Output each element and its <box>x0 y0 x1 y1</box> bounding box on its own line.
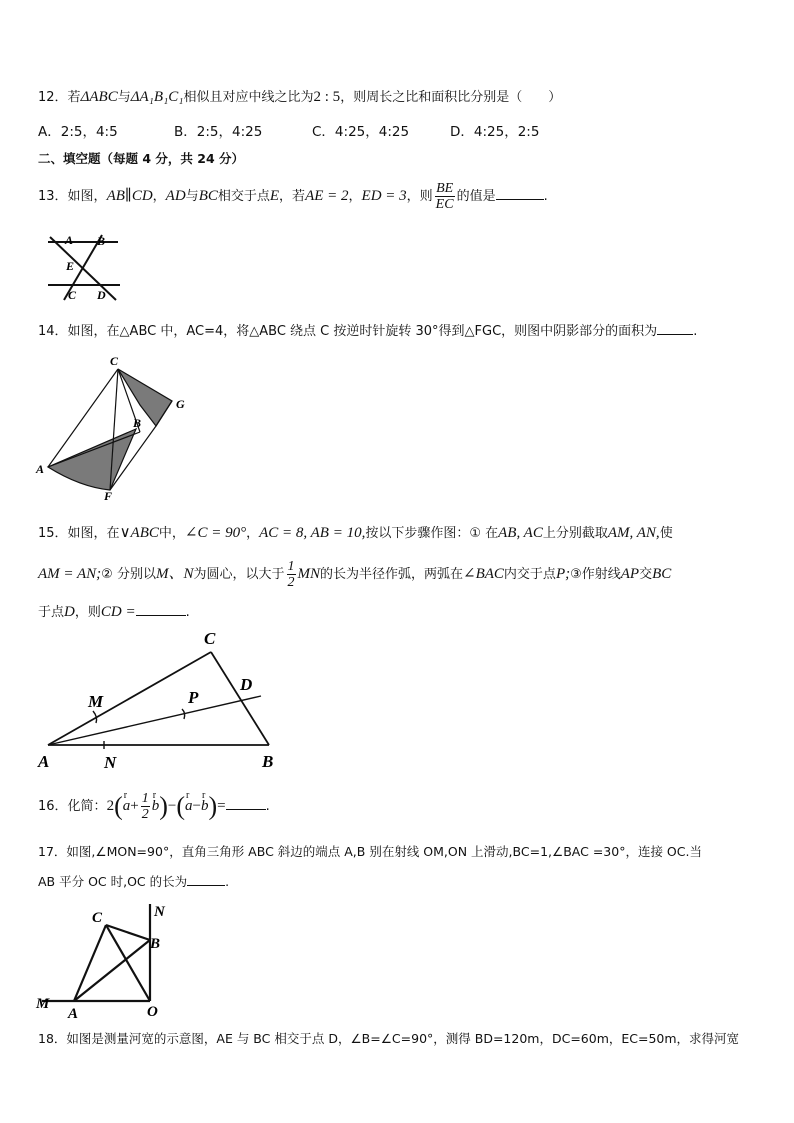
label-n: N <box>154 904 165 920</box>
q15-line3: 于点D，则CD = . <box>38 604 190 620</box>
q17-line2: AB 平分 OC 时,OC 的长为 . <box>38 874 230 889</box>
q16-text: 16．化简：2(r a+ $\frac{1}{2}$ r b)−(r a−r b)= . <box>38 788 270 824</box>
label-b: B <box>133 416 142 430</box>
q12-option-c: C．4:25，4:25 <box>312 124 410 140</box>
q13-figure <box>42 230 127 305</box>
q15-figure <box>36 625 286 775</box>
q14-text: 14．如图，在△ABC 中，AC=4，将△ABC 绕点 C 按逆时针旋转 30°得到△FGC，则图中阴影部分的面积为 . <box>38 324 698 339</box>
label-c: C <box>68 288 77 302</box>
q13-fraction: $\frac{BE}{EC}$ <box>435 181 454 212</box>
q12-option-b: B．2:5，4:25 <box>174 124 263 140</box>
label-a: A <box>38 752 50 771</box>
q15-fraction: $\frac{1}{2}$ <box>287 559 295 590</box>
label-c: C <box>110 354 119 368</box>
answer-blank[interactable] <box>187 873 225 886</box>
q15-line2: AM = AN;② 分别以M、N为圆心，以大于 $\frac{1}{2}$ MN的长为半径作弧，两弧在∠BAC内交于点P;③作射线AP交BC <box>38 559 672 590</box>
label-a: A <box>68 1006 79 1022</box>
label-d: D <box>97 288 106 302</box>
answer-blank[interactable] <box>226 797 266 810</box>
q14-figure <box>30 345 200 505</box>
q12-option-a: A．2:5，4:5 <box>38 124 118 140</box>
label-c: C <box>204 629 216 648</box>
label-a: A <box>36 462 45 476</box>
label-n: N <box>104 753 117 772</box>
label-a: A <box>65 233 74 247</box>
label-b: B <box>150 936 161 952</box>
q16-fraction: $\frac{1}{2}$ <box>141 791 149 822</box>
label-e: E <box>66 259 75 273</box>
label-m: M <box>36 996 50 1012</box>
q13-text: 13．如图，AB∥CD，AD与BC相交于点E，若AE = 2，ED = 3，则 $\frac{BE}{EC}$ 的值是 . <box>38 181 548 212</box>
q17-line1: 17．如图,∠MON=90°，直角三角形 ABC 斜边的端点 A,B 别在射线 OM,ON 上滑动,BC=1,∠BAC =30°，连接 OC.当 <box>38 844 702 859</box>
label-p: P <box>188 688 199 707</box>
q17-figure <box>34 898 174 1023</box>
label-b: B <box>97 234 106 248</box>
answer-blank[interactable] <box>496 187 544 200</box>
q12-options <box>38 123 539 141</box>
label-c: C <box>92 910 103 926</box>
label-o: O <box>147 1004 158 1020</box>
q18-text: 18．如图是测量河宽的示意图，AE 与 BC 相交于点 D，∠B=∠C=90°，测得 BD=120m，DC=60m，EC=50m，求得河宽 <box>38 1031 740 1046</box>
q12-option-d: D．4:25，2:5 <box>450 124 540 140</box>
label-g: G <box>176 397 185 411</box>
q15-line1: 15．如图，在∨ABC中，∠C = 90°，AC = 8, AB = 10,按以下步骤作图：① 在AB, AC上分别截取AM, AN,使 <box>38 525 673 541</box>
q12-text: 12．若ΔABC与ΔA₁B₁C₁相似且对应中线之比为2 : 5，则周长之比和面积比分别是（ ） <box>38 89 562 105</box>
label-f: F <box>104 489 113 503</box>
answer-blank[interactable] <box>136 603 186 616</box>
label-d: D <box>240 675 253 694</box>
label-b: B <box>262 752 274 771</box>
section-heading: 二、填空题（每题 4 分，共 24 分） <box>38 151 245 166</box>
answer-blank[interactable] <box>657 322 693 335</box>
label-m: M <box>88 692 104 711</box>
